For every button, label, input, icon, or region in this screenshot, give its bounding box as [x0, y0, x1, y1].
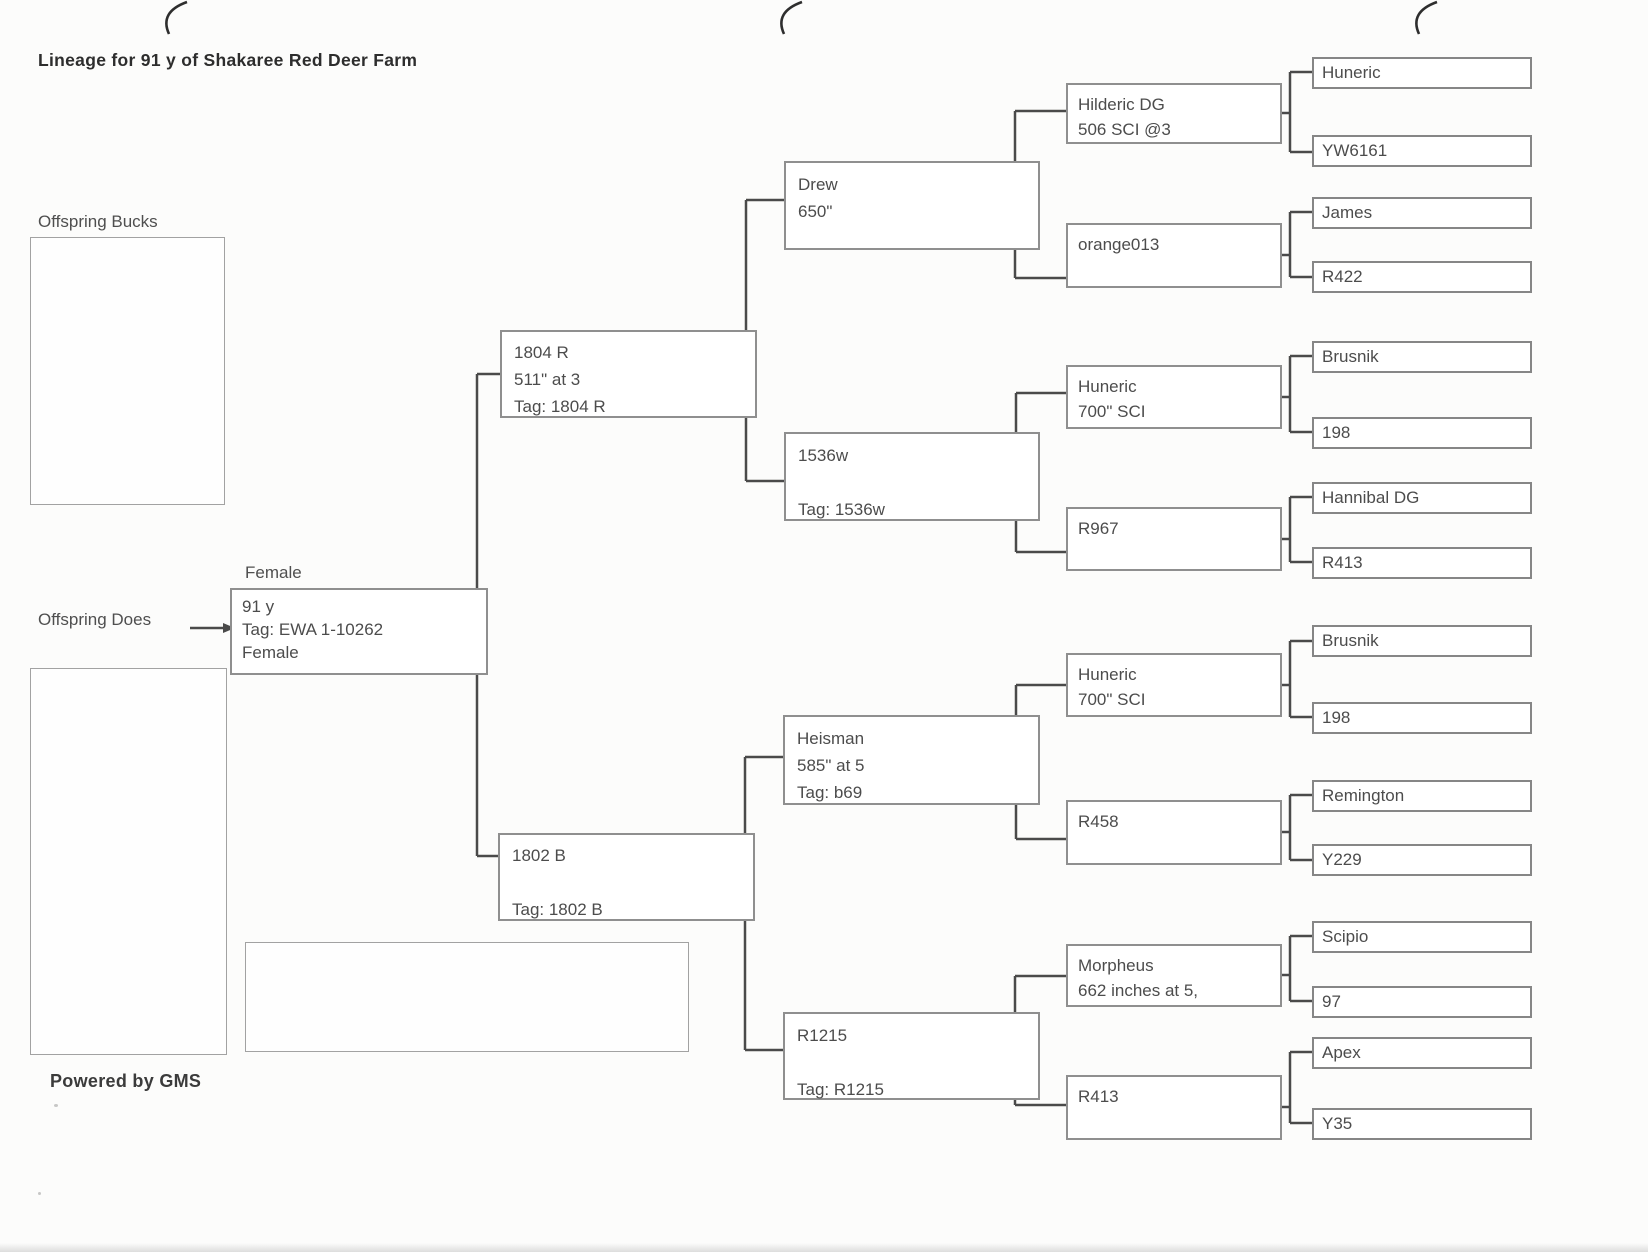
node-score [512, 869, 741, 896]
leaf-brusnik-1: Brusnik [1312, 341, 1532, 373]
node-name: Hilderic DG [1078, 95, 1165, 114]
node-tag [798, 225, 1026, 252]
binding-ring-mark-icon [166, 2, 187, 34]
node-score: 700" SCI [1078, 402, 1146, 421]
leaf-y35: Y35 [1312, 1108, 1532, 1140]
node-r458 [1066, 800, 1282, 865]
leaf-r422: R422 [1312, 261, 1532, 293]
node-r1215 [783, 1012, 1040, 1100]
subject-pointer-arrow-icon [190, 623, 235, 633]
node-name: R413 [1078, 1087, 1119, 1106]
node-score [1078, 834, 1270, 859]
leaf-r413-1: R413 [1312, 547, 1532, 579]
leaf-97: 97 [1312, 986, 1532, 1018]
node-name: Huneric [1078, 377, 1137, 396]
page-title: Lineage for 91 y of Shakaree Red Deer Farm [38, 50, 418, 70]
node-score [798, 469, 1026, 496]
node-drew [784, 161, 1040, 250]
node-huneric-sire-side [1066, 365, 1282, 429]
node-hilderic-dg [1066, 83, 1282, 144]
offspring-does-label: Offspring Does [38, 610, 152, 629]
footer-powered-by: Powered by GMS [50, 1071, 202, 1091]
node-score: 511" at 3 [514, 370, 581, 389]
leaf-yw6161: YW6161 [1312, 135, 1532, 167]
node-r967 [1066, 507, 1282, 571]
node-name: 91 y [242, 597, 275, 616]
leaf-apex: Apex [1312, 1037, 1532, 1069]
node-tag: Tag: 1802 B [512, 900, 603, 919]
node-subject-91y [230, 588, 488, 675]
scan-edge-smear [0, 1243, 1648, 1252]
node-score: 662 inches at 5, [1078, 981, 1199, 1000]
node-tag: Tag: R1215 [797, 1080, 884, 1099]
binding-ring-mark-icon [781, 2, 802, 34]
leaf-y229: Y229 [1312, 844, 1532, 876]
node-score: 585" at 5 [797, 756, 865, 775]
node-orange013 [1066, 223, 1282, 288]
binding-ring-marks [166, 2, 1437, 34]
leaf-198-2: 198 [1312, 702, 1532, 734]
node-morpheus [1066, 944, 1282, 1007]
leaf-brusnik-2: Brusnik [1312, 625, 1532, 657]
offspring-bucks-box [30, 237, 225, 505]
subject-sex-label: Female [245, 563, 302, 582]
node-name: Heisman [797, 729, 865, 748]
leaf-james: James [1312, 197, 1532, 229]
node-name: orange013 [1078, 235, 1160, 254]
node-1536w [784, 432, 1040, 521]
node-1802-b [498, 833, 755, 921]
node-name: 1804 R [514, 343, 569, 362]
node-score [1078, 1109, 1270, 1134]
leaf-huneric: Huneric [1312, 57, 1532, 89]
node-score: 650" [798, 202, 833, 221]
bottom-empty-box [245, 942, 689, 1052]
node-tag: Tag: 1536w [798, 500, 885, 519]
offspring-does-box [30, 668, 227, 1055]
node-name: R1215 [797, 1026, 848, 1045]
node-name: R967 [1078, 519, 1119, 538]
node-heisman [783, 715, 1040, 805]
node-score [1078, 541, 1270, 566]
node-name: R458 [1078, 812, 1119, 831]
scan-speck [54, 1104, 58, 1107]
node-tag: Tag: 1804 R [514, 397, 606, 416]
node-name: Huneric [1078, 665, 1137, 684]
leaf-198-1: 198 [1312, 417, 1532, 449]
node-r413-dam-side [1066, 1075, 1282, 1140]
node-tag: Tag: b69 [797, 783, 863, 802]
node-score: 700" SCI [1078, 690, 1146, 709]
offspring-bucks-label: Offspring Bucks [38, 212, 158, 231]
leaf-hannibal-dg: Hannibal DG [1312, 482, 1532, 514]
node-name: 1536w [798, 446, 849, 465]
node-huneric-dam-side [1066, 653, 1282, 717]
node-score [1078, 257, 1270, 282]
binding-ring-mark-icon [1416, 2, 1437, 34]
node-score: 506 SCI @3 [1078, 120, 1171, 139]
node-sex: Female [242, 643, 299, 662]
node-score [797, 1049, 1026, 1076]
node-name: 1802 B [512, 846, 566, 865]
node-name: Morpheus [1078, 956, 1154, 975]
leaf-remington: Remington [1312, 780, 1532, 812]
leaf-scipio: Scipio [1312, 921, 1532, 953]
node-1804-r [500, 330, 757, 418]
node-tag: Tag: EWA 1-10262 [242, 620, 384, 639]
node-name: Drew [798, 175, 838, 194]
scan-speck [38, 1192, 41, 1195]
